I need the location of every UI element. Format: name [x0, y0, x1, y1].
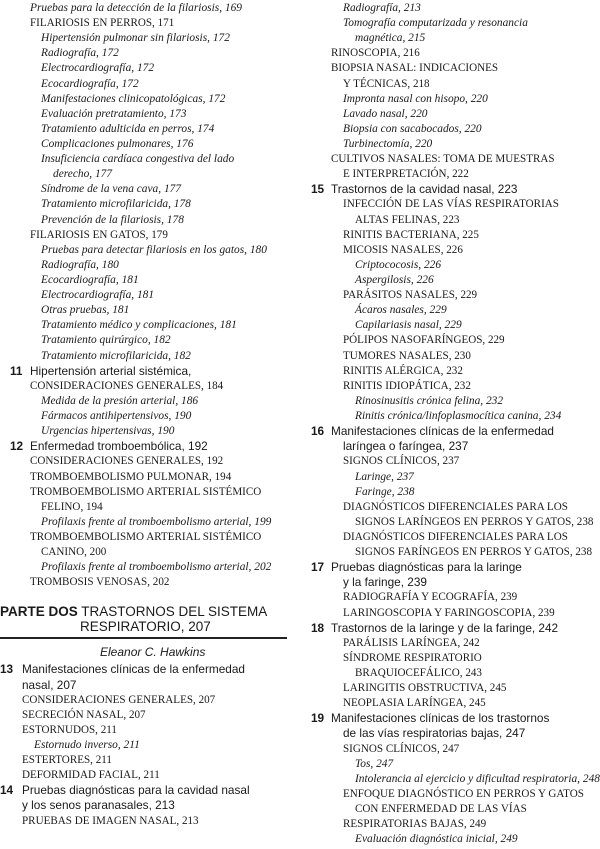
toc-subentry: Profilaxis frente al tromboembolismo arterial, 202: [41, 561, 272, 573]
toc-subentry: Criptococosis, 226: [355, 259, 442, 271]
chapter-number: 13: [0, 662, 14, 676]
toc-subentry: Complicaciones pulmonares, 176: [41, 138, 194, 150]
chapter-heading-continued: laríngea o faríngea, 237: [343, 439, 469, 453]
toc-section: SECRECIÓN NASAL, 207: [22, 709, 146, 721]
toc-section: CULTIVOS NASALES: TOMA DE MUESTRAS: [331, 153, 555, 165]
toc-section: NEOPLASIA LARÍNGEA, 245: [343, 697, 486, 709]
toc-subentry: Ecocardiografía, 172: [41, 78, 139, 90]
toc-subentry: Tos, 247: [355, 758, 394, 770]
toc-section: FILARIOSIS EN PERROS, 171: [30, 17, 175, 29]
toc-section: DEFORMIDAD FACIAL, 211: [22, 769, 160, 781]
toc-subentry: Impronta nasal con hisopo, 220: [343, 93, 488, 105]
toc-subentry: Estornudo inverso, 211: [34, 739, 140, 751]
toc-subentry: Hipertensión pulmonar sin filariosis, 172: [41, 32, 230, 44]
toc-subentry: Tratamiento médico y complicaciones, 181: [41, 319, 237, 331]
toc-section: E INTERPRETACIÓN, 222: [343, 168, 469, 180]
chapter-title: Pruebas diagnósticas para la cavidad nasal: [22, 783, 250, 797]
toc-section: BIOPSIA NASAL: INDICACIONES: [331, 62, 499, 74]
toc-section: FILARIOSIS EN GATOS, 179: [30, 229, 168, 241]
toc-section: MICOSIS NASALES, 226: [343, 244, 463, 256]
toc-subentry: Tomografía computarizada y resonancia: [343, 17, 528, 29]
toc-section: FELINO, 194: [41, 501, 103, 513]
toc-section: TROMBOEMBOLISMO PULMONAR, 194: [30, 471, 232, 483]
chapter-heading-continued: y la faringe, 239: [343, 575, 427, 589]
chapter-title: Enfermedad tromboembólica, 192: [30, 439, 208, 453]
part-author: Eleanor C. Hawkins: [100, 645, 206, 659]
toc-section: SIGNOS CLÍNICOS, 237: [343, 455, 460, 467]
chapter-heading-continued: de las vías respiratorias bajas, 247: [343, 726, 526, 740]
toc-subentry: magnética, 215: [355, 32, 426, 44]
toc-section: INFECCIÓN DE LAS VÍAS RESPIRATORIAS: [343, 198, 559, 210]
toc-subentry: Tratamiento quirúrgico, 182: [41, 334, 171, 346]
chapter-number: 11: [10, 364, 23, 378]
toc-section: SÍNDROME RESPIRATORIO: [343, 652, 482, 664]
toc-subentry: derecho, 177: [53, 168, 113, 180]
toc-section: ALTAS FELINAS, 223: [355, 214, 460, 226]
toc-section: RADIOGRAFÍA Y ECOGRAFÍA, 239: [343, 591, 518, 603]
part-label: PARTE DOS: [0, 604, 78, 619]
toc-subentry: Biopsia con sacabocados, 220: [343, 123, 482, 135]
chapter-title: Pruebas diagnósticas para la laringe: [331, 560, 522, 574]
part-title: TRASTORNOS DEL SISTEMA: [77, 604, 268, 619]
chapter-number: 18: [311, 621, 325, 635]
toc-section: PRUEBAS DE IMAGEN NASAL, 213: [22, 815, 199, 827]
toc-section: PARÁLISIS LARÍNGEA, 242: [343, 637, 480, 649]
part-title-continued: RESPIRATORIO, 207: [80, 619, 211, 634]
toc-subentry: Rinosinusitis crónica felina, 232: [355, 395, 504, 407]
toc-section: TROMBOSIS VENOSAS, 202: [30, 576, 170, 588]
toc-subentry: Aspergilosis, 226: [355, 274, 434, 286]
toc-subentry: Profilaxis frente al tromboembolismo arterial, 199: [41, 516, 272, 528]
toc-subentry: Tratamiento microfilaricida, 178: [41, 198, 191, 210]
chapter-number: 14: [0, 783, 14, 797]
toc-subentry: Urgencias hipertensivas, 190: [41, 425, 175, 437]
toc-subentry: Tratamiento microfilaricida, 182: [41, 350, 191, 362]
toc-subentry: Laringe, 237: [355, 471, 414, 483]
part-divider-rule: [0, 637, 287, 639]
toc-subentry: Radiografía, 172: [41, 47, 119, 59]
chapter-title: Manifestaciones clínicas de la enfermedad: [331, 424, 554, 438]
toc-section: SIGNOS LARÍNGEOS EN PERROS Y GATOS, 238: [355, 516, 594, 528]
toc-section: ESTERTORES, 211: [22, 754, 112, 766]
toc-subentry: Radiografía, 213: [343, 2, 421, 14]
toc-subentry: Tratamiento adulticida en perros, 174: [41, 123, 215, 135]
toc-subentry: Manifestaciones clinicopatológicas, 172: [41, 93, 226, 105]
toc-subentry: Turbinectomía, 220: [343, 138, 433, 150]
toc-subentry: Intolerancia al ejercicio y dificultad respiratoria, 248: [355, 773, 600, 785]
toc-subentry: Electrocardiografía, 172: [41, 62, 155, 74]
toc-section: CONSIDERACIONES GENERALES, 192: [30, 455, 224, 467]
toc-subentry: Evaluación pretratamiento, 173: [41, 108, 187, 120]
toc-subentry: Capilariasis nasal, 229: [355, 319, 462, 331]
toc-subentry: Prevención de la filariosis, 178: [41, 214, 184, 226]
chapter-number: 15: [311, 182, 325, 196]
toc-subentry: Otras pruebas, 181: [41, 304, 130, 316]
toc-section: RINITIS IDIOPÁTICA, 232: [343, 380, 471, 392]
toc-subentry: Pruebas para la detección de la filariosis, 169: [30, 2, 242, 14]
chapter-number: 16: [311, 424, 325, 438]
chapter-number: 19: [311, 711, 325, 725]
toc-section: RINITIS ALÉRGICA, 232: [343, 365, 463, 377]
toc-subentry: Ácaros nasales, 229: [355, 304, 447, 316]
toc-section: TROMBOEMBOLISMO ARTERIAL SISTÉMICO: [30, 486, 262, 498]
toc-section: ESTORNUDOS, 211: [22, 724, 117, 736]
toc-section: Y TÉCNICAS, 218: [343, 78, 430, 90]
toc-section: RINITIS BACTERIANA, 225: [343, 229, 479, 241]
toc-section: CANINO, 200: [41, 546, 107, 558]
toc-section: DIAGNÓSTICOS DIFERENCIALES PARA LOS: [343, 501, 568, 513]
toc-section: ENFOQUE DIAGNÓSTICO EN PERROS Y GATOS: [343, 788, 584, 800]
toc-section: RINOSCOPIA, 216: [331, 47, 420, 59]
toc-section: SIGNOS FARÍNGEOS EN PERROS Y GATOS, 238: [355, 546, 593, 558]
toc-section: LARINGITIS OBSTRUCTIVA, 245: [343, 682, 507, 694]
toc-subentry: Radiografía, 180: [41, 259, 119, 271]
toc-section: TUMORES NASALES, 230: [343, 350, 471, 362]
chapter-title: Manifestaciones clínicas de la enfermedad: [22, 662, 245, 676]
toc-section: TROMBOEMBOLISMO ARTERIAL SISTÉMICO: [30, 531, 262, 543]
toc-subentry: Insuficiencia cardíaca congestiva del lado: [41, 153, 235, 165]
toc-section: CONSIDERACIONES GENERALES, 207: [22, 694, 216, 706]
toc-section: DIAGNÓSTICOS DIFERENCIALES PARA LOS: [343, 531, 568, 543]
toc-section: SIGNOS CLÍNICOS, 247: [343, 743, 460, 755]
toc-subentry: Medida de la presión arterial, 186: [41, 395, 199, 407]
chapter-number: 12: [10, 439, 24, 453]
chapter-heading-continued: y los senos paranasales, 213: [22, 798, 175, 812]
toc-subentry: Ecocardiografía, 181: [41, 274, 139, 286]
toc-subentry: Síndrome de la vena cava, 177: [41, 183, 182, 195]
toc-section: CONSIDERACIONES GENERALES, 184: [30, 380, 224, 392]
toc-subentry: Rinitis crónica/linfoplasmocítica canina, 234: [355, 410, 562, 422]
toc-section: RESPIRATORIAS BAJAS, 249: [343, 818, 487, 830]
chapter-title: Manifestaciones clínicas de los trastornos: [331, 711, 550, 725]
chapter-number: 17: [311, 560, 325, 574]
toc-subentry: Electrocardiografía, 181: [41, 289, 155, 301]
toc-subentry: Lavado nasal, 220: [343, 108, 428, 120]
toc-section: CON ENFERMEDAD DE LAS VÍAS: [355, 803, 527, 815]
toc-subentry: Faringe, 238: [355, 486, 415, 498]
chapter-title: Hipertensión arterial sistémica,: [30, 364, 192, 378]
toc-section: PÓLIPOS NASOFARÍNGEOS, 229: [343, 334, 505, 346]
toc-section: LARINGOSCOPIA Y FARINGOSCOPIA, 239: [343, 607, 555, 619]
chapter-heading: [0, 661, 245, 678]
toc-section: PARÁSITOS NASALES, 229: [343, 289, 478, 301]
chapter-heading-continued: nasal, 207: [22, 678, 77, 692]
toc-subentry: Fármacos antihipertensivos, 190: [41, 410, 192, 422]
toc-section: BRAQUIOCEFÁLICO, 243: [355, 667, 482, 679]
chapter-title: Trastornos de la laringe y de la faringe, 242: [331, 621, 559, 635]
toc-subentry: Evaluación diagnóstica inicial, 249: [355, 833, 518, 845]
toc-subentry: Pruebas para detectar filariosis en los gatos, 180: [41, 244, 267, 256]
chapter-title: Trastornos de la cavidad nasal, 223: [331, 182, 518, 196]
